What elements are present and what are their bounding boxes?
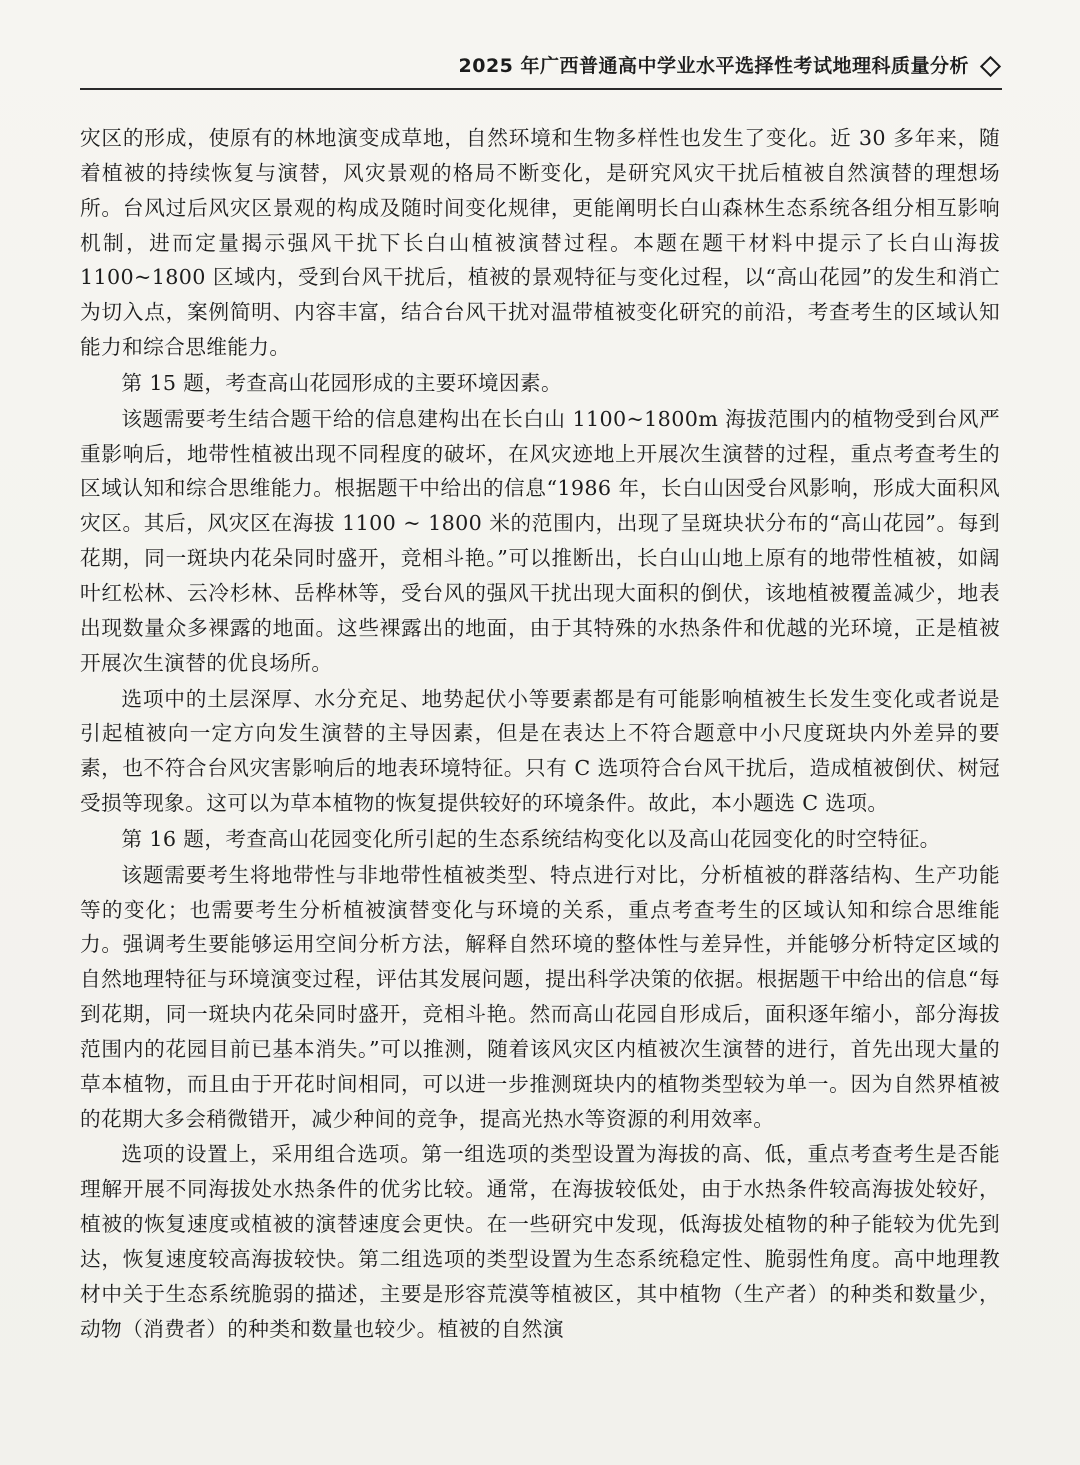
paragraph-question-16-options: 选项的设置上，采用组合选项。第一组选项的类型设置为海拔的高、低，重点考查考生是否能理解开展不同海拔处水热条件的优劣比较。通常，在海拔较低处，由于水热条件较高海拔处较好，植被的恢复速度或植被的演替速度会更快。在一些研究中发现，低海拔处植物的种子能较为优先到达，恢复速度较高海拔较快。第二组选项的类型设置为生态系统稳定性、脆弱性角度。高中地理教材中关于生态系统脆弱的描述，主要是形容荒漠等植被区，其中植物（生产者）的种类和数量少，动物（消费者）的种类和数量也较少。植被的自然演 — [80, 1142, 1000, 1341]
paragraph-continuation: 灾区的形成，使原有的林地演变成草地，自然环境和生物多样性也发生了变化。近 30 多年来，随着植被的持续恢复与演替，风灾景观的格局不断变化，是研究风灾干扰后植被自然演替的理想场所。台风过后风灾区景观的构成及随时间变化规律，更能阐明长白山森林生态系统各组分相互影响机制，进而定量揭示强风干扰下长白山植被演替过程。本题在题干材料中提示了长白山海拔 1100~1800 区域内，受到台风干扰后，植被的景观特征与变化过程，以“高山花园”的发生和消亡为切入点，案例简明、内容丰富，结合台风干扰对温带植被变化研究的前沿，考查考生的区域认知能力和综合思维能力。 — [80, 126, 1000, 360]
running-header — [80, 44, 1002, 90]
paragraph-question-16-analysis: 该题需要考生将地带性与非地带性植被类型、特点进行对比，分析植被的群落结构、生产功能等的变化；也需要考生分析植被演替变化与环境的关系，重点考查考生的区域认知和综合思维能力。强调考生要能够运用空间分析方法，解释自然环境的整体性与差异性，并能够分析特定区域的自然地理特征与环境演变过程，评估其发展问题，提出科学决策的依据。根据题干中给出的信息“每到花期，同一斑块内花朵同时盛开，竞相斗艳。然而高山花园自形成后，面积逐年缩小，部分海拔范围内的花园目前已基本消失。”可以推测，随着该风灾区内植被次生演替的进行，首先出现大量的草本植物，而且由于开花时间相同，可以进一步推测斑块内的植物类型较为单一。因为自然界植被的花期大多会稍微错开，减少种间的竞争，提高光热水等资源的利用效率。 — [80, 862, 1000, 1131]
paragraph-question-15-options: 选项中的土层深厚、水分充足、地势起伏小等要素都是有可能影响植被生长发生变化或者说是引起植被向一定方向发生演替的主导因素，但是在表达上不符合题意中小尺度斑块内外差异的要素，也不符合台风灾害影响后的地表环境特征。只有 C 选项符合台风干扰后，造成植被倒伏、树冠受损等现象。这可以为草本植物的恢复提供较好的环境条件。故此，本小题选 C 选项。 — [80, 686, 1000, 816]
paragraph-question-16-heading: 第 16 题，考查高山花园变化所引起的生态系统结构变化以及高山花园变化的时空特征。 — [121, 826, 941, 851]
diamond-icon — [980, 56, 1001, 77]
header-title: 2025 年广西普通高中学业水平选择性考试地理科质量分析 — [458, 55, 969, 77]
paragraph-question-15-heading: 第 15 题，考查高山花园形成的主要环境因素。 — [121, 370, 562, 395]
paragraph-question-15-analysis: 该题需要考生结合题干给的信息建构出在长白山 1100~1800m 海拔范围内的植物受到台风严重影响后，地带性植被出现不同程度的破坏，在风灾迹地上开展次生演替的过程，重点考查考生的区域认知和综合思维能力。根据题干中给出的信息“1986 年，长白山因受台风影响，形成大面积风灾区。其后，风灾区在海拔 1100 ~ 1800 米的范围内，出现了呈斑块状分布的“高山花园”。每到花期，同一斑块内花朵同时盛开，竞相斗艳。”可以推断出，长白山山地上原有的地带性植被，如阔叶红松林、云冷杉林、岳桦林等，受台风的强风干扰出现大面积的倒伏，该地植被覆盖减少，地表出现数量众多裸露的地面。这些裸露出的地面，由于其特殊的水热条件和优越的光环境，正是植被开展次生演替的优良场所。 — [80, 406, 1000, 675]
body-text — [80, 121, 1000, 1347]
